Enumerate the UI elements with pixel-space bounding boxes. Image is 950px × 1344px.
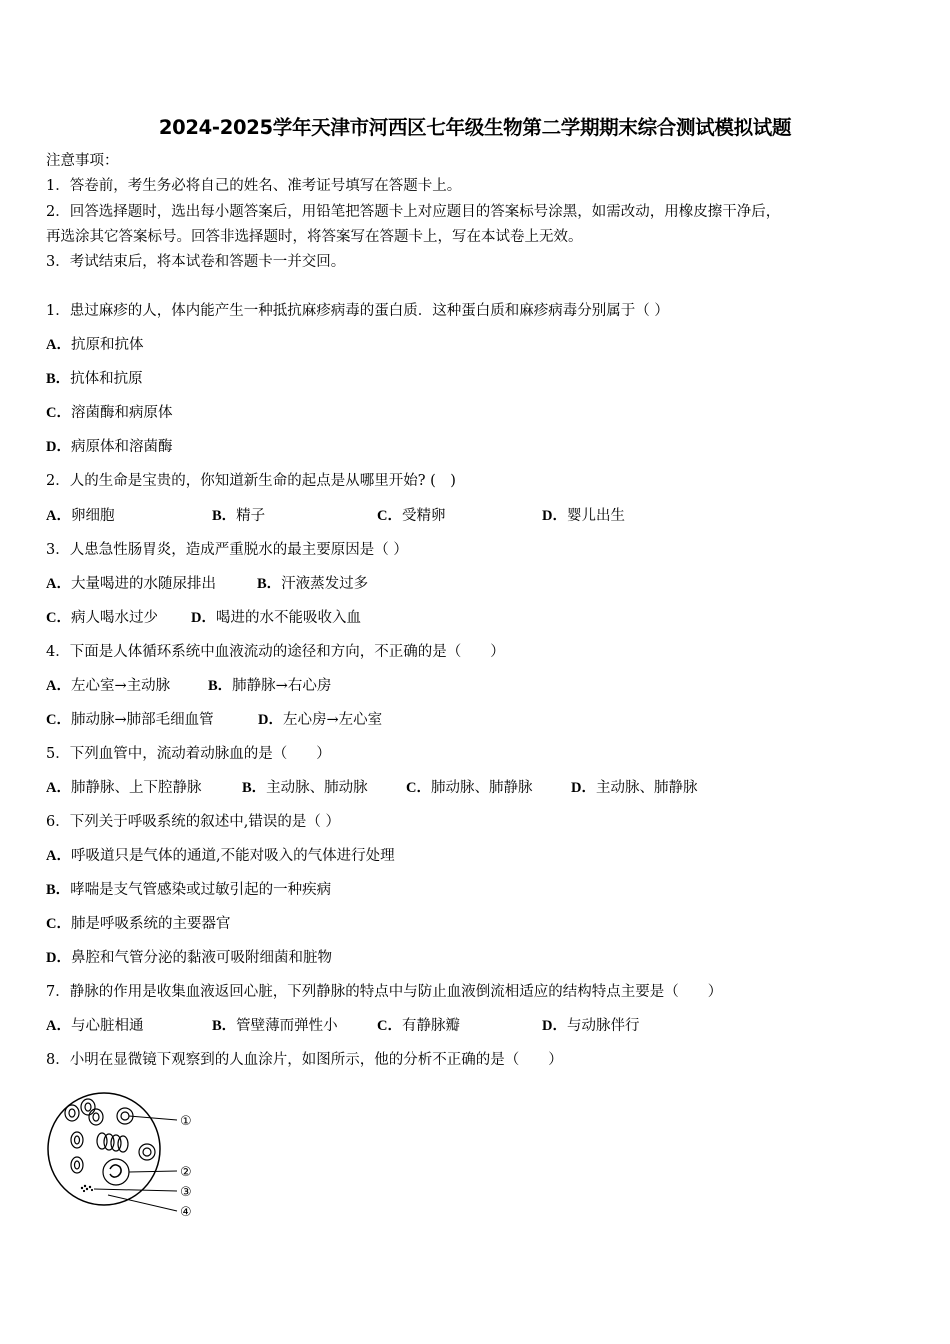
q2-option-c-text: 受精卵: [401, 508, 446, 524]
q3-option-b-text: 汗液蒸发过多: [281, 576, 369, 592]
q2-option-a-text: 卵细胞: [70, 508, 115, 524]
q6-option-c-label: C．: [46, 916, 71, 932]
q2-option-d-label: D．: [542, 508, 567, 524]
q2-option-a: [46, 506, 114, 526]
q4-option-a: [46, 676, 170, 696]
blood-smear-figure: [40, 1085, 210, 1225]
q2-option-a-label: A．: [46, 508, 71, 524]
q6-option-d-label: D．: [46, 950, 71, 966]
q1-option-a-text: 抗原和抗体: [70, 337, 144, 353]
figure-label-1: ①: [180, 1114, 192, 1129]
q2-stem: 2．人的生命是宝贵的，你知道新生命的起点是从哪里开始? ( ): [46, 473, 456, 489]
page-title: 2024-2025学年天津市河西区七年级生物第二学期期末综合测试模拟试题: [158, 116, 792, 139]
q7-option-d: [542, 1016, 639, 1036]
notice-item-2: 2．回答选择题时，选出每小题答案后，用铅笔把答题卡上对应题目的答案标号涂黑，如需改动，用橡皮擦干净后，: [46, 204, 781, 220]
q7-option-c-text: 有静脉瓣: [401, 1018, 460, 1034]
q2-option-b-text: 精子: [236, 508, 266, 524]
q6-option-a-text: 呼吸道只是气体的通道,不能对吸入的气体进行处理: [70, 848, 395, 864]
q7-option-a-text: 与心脏相通: [70, 1018, 144, 1034]
q4-option-d-text: 左心房→左心室: [282, 712, 383, 728]
q1-option-c-label: C．: [46, 405, 71, 421]
q3-option-d-label: D．: [191, 610, 216, 626]
q4-option-a-text: 左心室→主动脉: [70, 678, 171, 694]
q5-option-b: [242, 778, 368, 798]
figure-label-2: ②: [180, 1165, 192, 1180]
q7-option-b: [212, 1016, 338, 1036]
q3-option-b-label: B．: [257, 576, 282, 592]
q3-option-a-label: A．: [46, 576, 71, 592]
q6-option-b-text: 哮喘是支气管感染或过敏引起的一种疾病: [70, 882, 332, 898]
q1-option-d-label: D．: [46, 439, 71, 455]
q5-option-c-label: C．: [406, 780, 431, 796]
q4-option-b: [208, 676, 331, 696]
q4-option-c-text: 肺动脉→肺部毛细血管: [70, 712, 214, 728]
q6-option-c: [46, 914, 230, 934]
q7-option-c: [377, 1016, 460, 1036]
q4-option-d-label: D．: [258, 712, 283, 728]
q1-option-b: [46, 369, 143, 389]
red-blood-cells: [65, 1099, 155, 1173]
q2-option-c: [377, 506, 445, 526]
q1-stem: 1．患过麻疹的人，体内能产生一种抵抗麻疹病毒的蛋白质．这种蛋白质和麻疹病毒分别属于（ ）: [46, 303, 669, 319]
q2-option-d-text: 婴儿出生: [566, 508, 625, 524]
q1-option-b-text: 抗体和抗原: [70, 371, 143, 387]
q5-option-a: [46, 778, 201, 798]
q6-option-b: [46, 880, 331, 900]
q7-option-a: [46, 1016, 143, 1036]
q6-option-c-text: 肺是呼吸系统的主要器官: [70, 916, 231, 932]
q4-option-b-label: B．: [208, 678, 233, 694]
q7-option-a-label: A．: [46, 1018, 71, 1034]
q3-option-c-label: C．: [46, 610, 71, 626]
q4-option-d: [258, 710, 382, 730]
q5-option-c: [406, 778, 532, 798]
q2-option-b-label: B．: [212, 508, 237, 524]
q1-option-c-text: 溶菌酶和病原体: [70, 405, 173, 421]
q6-stem: 6．下列关于呼吸系统的叙述中,错误的是（ ）: [46, 814, 340, 830]
q5-option-d-label: D．: [571, 780, 596, 796]
q3-option-a: [46, 574, 216, 594]
notice-item-2-cont: 再选涂其它答案标号。回答非选择题时，将答案写在答题卡上，写在本试卷上无效。: [46, 229, 583, 245]
q6-option-d: [46, 948, 332, 968]
q5-stem: 5．下列血管中，流动着动脉血的是（ ）: [46, 746, 331, 762]
white-blood-cell-nucleus: [110, 1165, 121, 1177]
q3-option-b: [257, 574, 368, 594]
q5-option-d-text: 主动脉、肺静脉: [595, 780, 698, 796]
q7-option-b-text: 管壁薄而弹性小: [236, 1018, 338, 1034]
q2-option-b: [212, 506, 265, 526]
notice-item-3: 3．考试结束后，将本试卷和答题卡一并交回。: [46, 254, 346, 270]
q5-option-c-text: 肺动脉、肺静脉: [430, 780, 533, 796]
q6-option-b-label: B．: [46, 882, 71, 898]
figure-label-3: ③: [180, 1185, 192, 1200]
q3-stem: 3．人患急性肠胃炎，造成严重脱水的最主要原因是（ ）: [46, 542, 408, 558]
q2-option-d: [542, 506, 625, 526]
q7-stem: 7．静脉的作用是收集血液返回心脏，下列静脉的特点中与防止血液倒流相适应的结构特点主要是（ ）: [46, 984, 723, 1000]
q5-option-a-label: A．: [46, 780, 71, 796]
q4-option-b-text: 肺静脉→右心房: [232, 678, 332, 694]
q6-option-a: [46, 846, 395, 866]
q5-option-d: [571, 778, 697, 798]
q5-option-b-label: B．: [242, 780, 267, 796]
q8-stem: 8．小明在显微镜下观察到的人血涂片，如图所示，他的分析不正确的是（ ）: [46, 1052, 563, 1068]
notice-heading: 注意事项：: [46, 153, 119, 169]
q1-option-d: [46, 437, 172, 457]
q7-option-d-label: D．: [542, 1018, 567, 1034]
q7-option-b-label: B．: [212, 1018, 237, 1034]
figure-label-4: ④: [180, 1205, 192, 1220]
q3-option-c-text: 病人喝水过少: [70, 610, 158, 626]
q1-option-d-text: 病原体和溶菌酶: [70, 439, 173, 455]
q4-stem: 4．下面是人体循环系统中血液流动的途径和方向，不正确的是（ ）: [46, 644, 505, 660]
q3-option-d-text: 喝进的水不能吸收入血: [215, 610, 361, 626]
q6-option-d-text: 鼻腔和气管分泌的黏液可吸附细菌和脏物: [70, 950, 332, 966]
q3-option-c: [46, 608, 158, 628]
q5-option-b-text: 主动脉、肺动脉: [266, 780, 368, 796]
q7-option-d-text: 与动脉伴行: [566, 1018, 640, 1034]
notice-item-1: 1．答卷前，考生务必将自己的姓名、准考证号填写在答题卡上。: [46, 178, 462, 194]
q1-option-a: [46, 335, 143, 355]
q1-option-b-label: B．: [46, 371, 71, 387]
q4-option-c: [46, 710, 214, 730]
q3-option-d: [191, 608, 361, 628]
q3-option-a-text: 大量喝进的水随尿排出: [70, 576, 216, 592]
q4-option-c-label: C．: [46, 712, 71, 728]
q6-option-a-label: A．: [46, 848, 71, 864]
q5-option-a-text: 肺静脉、上下腔静脉: [70, 780, 202, 796]
q1-option-c: [46, 403, 172, 423]
white-blood-cell: [103, 1159, 129, 1185]
q2-option-c-label: C．: [377, 508, 402, 524]
q7-option-c-label: C．: [377, 1018, 402, 1034]
platelets: [81, 1185, 93, 1192]
q4-option-a-label: A．: [46, 678, 71, 694]
q1-option-a-label: A．: [46, 337, 71, 353]
